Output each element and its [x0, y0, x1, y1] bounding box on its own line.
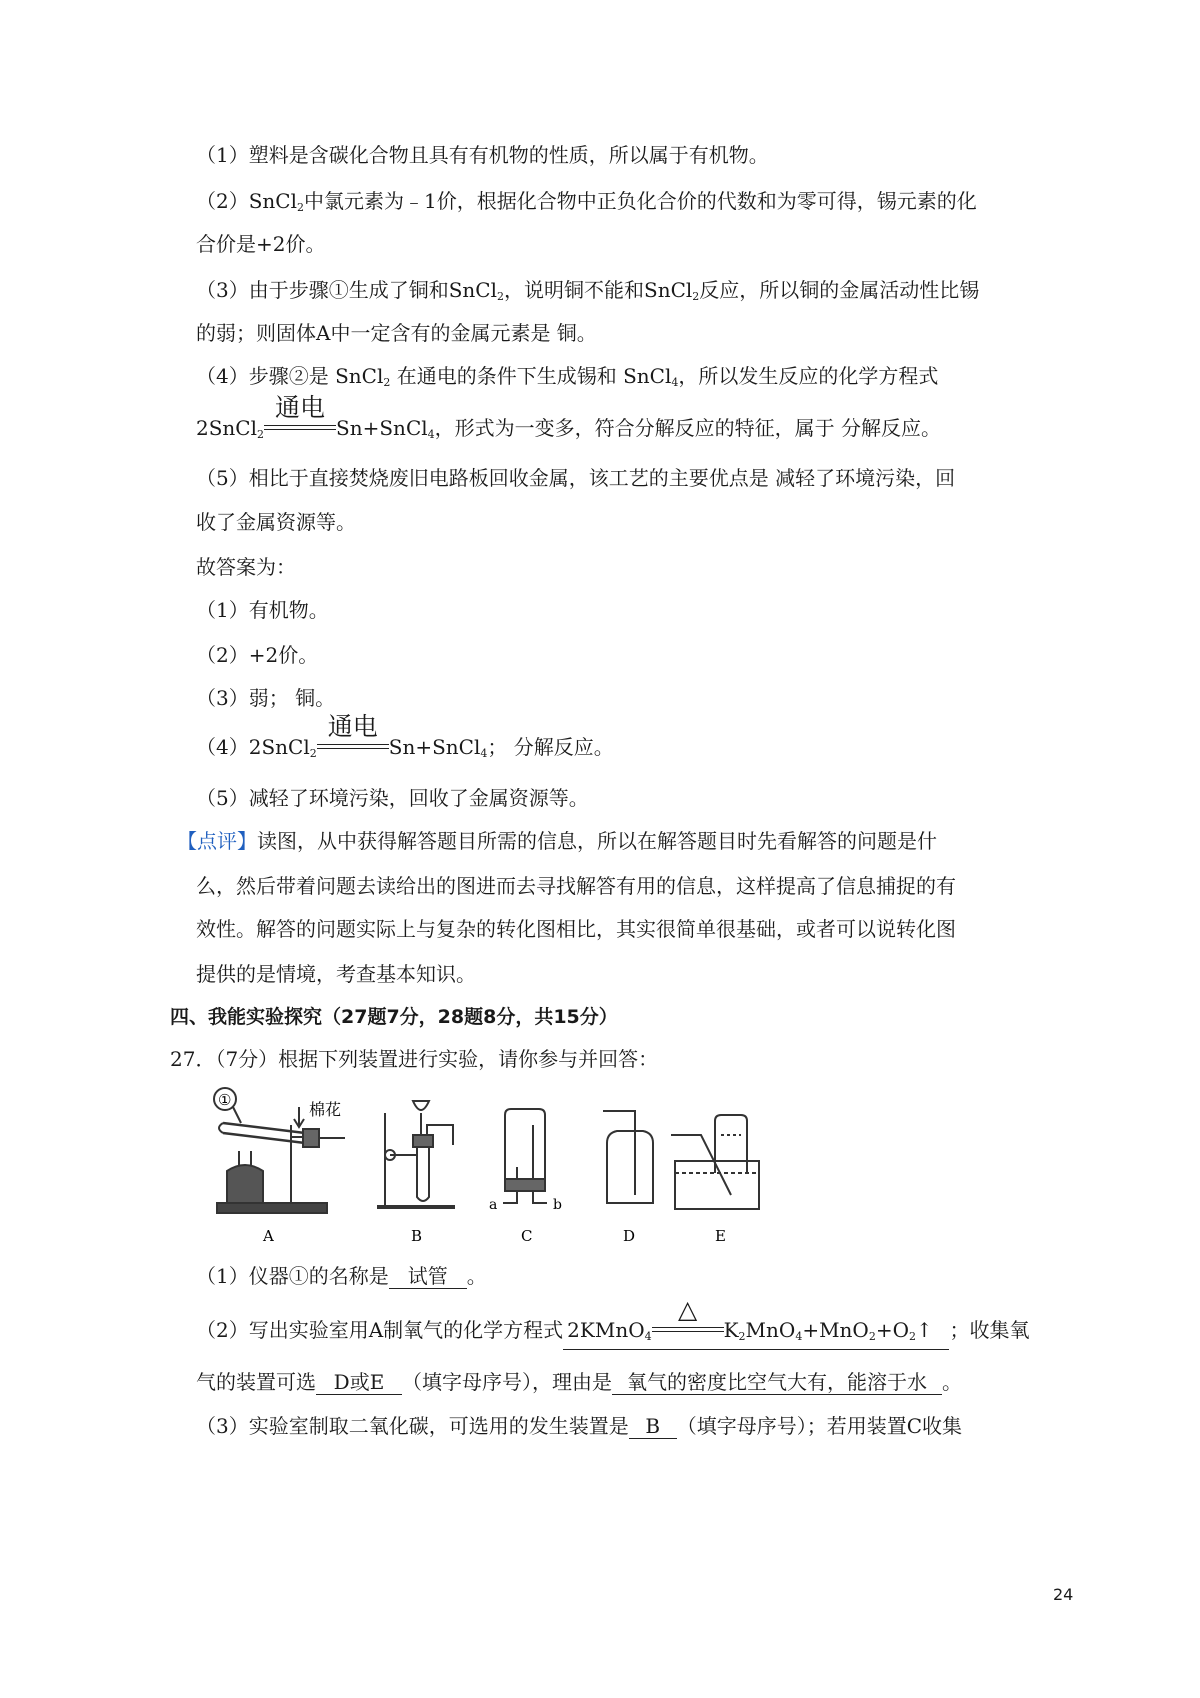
label-cotton: 棉花: [309, 1100, 342, 1119]
answer-4: （4）2SnCl$_2$ 通电 Sn+SnCl$_4$； 分解反应。: [196, 712, 614, 760]
answer-blank-q3: B: [629, 1414, 677, 1439]
label-port-a: a: [489, 1197, 498, 1213]
answer-1: （1）有机物。: [196, 598, 329, 622]
comment-line4: 提供的是情境，考查基本知识。: [196, 962, 476, 986]
label-B: B: [411, 1227, 423, 1245]
question-3: （3）实验室制取二氧化碳，可选用的发生装置是 B （填字母序号）；若用装置C收集: [196, 1414, 963, 1438]
answer-blank-q2-device: D或E: [316, 1370, 402, 1395]
analysis-p3-line2: 的弱；则固体A中一定含有的金属元素是 铜。: [196, 321, 597, 345]
comment-line1: 【点评】读图，从中获得解答题目所需的信息，所以在解答题目时先看解答的问题是什: [177, 829, 937, 853]
answer-blank-q2-equation: 2KMnO$_4$ △ $K_2MnO_4+MnO_2+O_2↑$: [563, 1318, 949, 1350]
apparatus-c: [503, 1109, 547, 1203]
comment-line3: 效性。解答的问题实际上与复杂的转化图相比，其实很简单很基础，或者可以说转化图: [196, 917, 956, 941]
page-number: 24: [1053, 1585, 1074, 1604]
comment-line2: 么，然后带着问题去读给出的图进而去寻找解答有用的信息，这样提高了信息捕捉的有: [196, 874, 956, 898]
analysis-p2-line1: （2）SnCl$_2$中氯元素为﹣1价，根据化合物中正负化合价的代数和为零可得，锡元素的化: [196, 189, 977, 214]
analysis-p4-line2: 2SnCl$_2$ 通电 Sn+SnCl$_4$，形式为一变多，符合分解反应的特征，属于 分解反应。: [196, 393, 941, 441]
analysis-p5-line1: （5）相比于直接焚烧废旧电路板回收金属，该工艺的主要优点是 减轻了环境污染，回: [196, 466, 956, 490]
apparatus-b: [377, 1101, 455, 1207]
question-27: 27．（7分）根据下列装置进行实验，请你参与并回答：: [170, 1047, 659, 1071]
question-2-line2: 气的装置可选 D或E （填字母序号），理由是 氧气的密度比空气大有，能溶于水 。: [196, 1370, 962, 1394]
answer-blank-q1: 试管: [389, 1264, 467, 1289]
label-A: A: [263, 1227, 274, 1245]
comment-tag: 【点评】: [177, 829, 257, 853]
analysis-p1: （1）塑料是含碳化合物且具有有机物的性质，所以属于有机物。: [196, 143, 769, 167]
marker-circled-1: ①: [218, 1091, 232, 1109]
analysis-p3-line1: （3）由于步骤①生成了铜和SnCl$_2$，说明铜不能和SnCl$_2$反应，所以铜的金属活动性比锡: [196, 278, 980, 303]
question-1: （1）仪器①的名称是 试管 。: [196, 1264, 487, 1288]
analysis-p5-line2: 收了金属资源等。: [196, 510, 356, 534]
summary-label: 故答案为：: [196, 555, 296, 579]
label-D: D: [623, 1227, 636, 1245]
answer-3: （3）弱； 铜。: [196, 686, 336, 710]
analysis-p4-line1: （4）步骤②是 SnCl$_2$ 在通电的条件下生成锡和 SnCl$_4$，所以发生反应的化学方程式: [196, 364, 939, 389]
apparatus-e: [671, 1115, 759, 1209]
question-2-line1: （2）写出实验室用A制氧气的化学方程式 2KMnO$_4$ △ $K_2MnO_4+MnO_2+O_2↑$ ；收集氧: [196, 1316, 1029, 1350]
apparatus-figure: [205, 1085, 765, 1250]
condition-heat: △: [677, 1295, 698, 1324]
apparatus-d: [603, 1111, 653, 1203]
analysis-p2-line2: 合价是+2价。: [196, 232, 326, 256]
section-heading: 四、我能实验探究（27题7分，28题8分，共15分）: [170, 1006, 618, 1028]
label-E: E: [715, 1227, 726, 1245]
label-C: C: [521, 1227, 533, 1245]
answer-2: （2）+2价。: [196, 643, 319, 667]
label-port-b: b: [553, 1197, 562, 1213]
answer-blank-q2-reason: 氧气的密度比空气大有，能溶于水: [612, 1370, 942, 1395]
electrolysis-equation: 2SnCl$_2$ 通电 Sn+SnCl$_4$: [196, 393, 435, 441]
answer-5: （5）减轻了环境污染，回收了金属资源等。: [196, 786, 589, 810]
condition-electricity: 通电: [275, 393, 326, 422]
